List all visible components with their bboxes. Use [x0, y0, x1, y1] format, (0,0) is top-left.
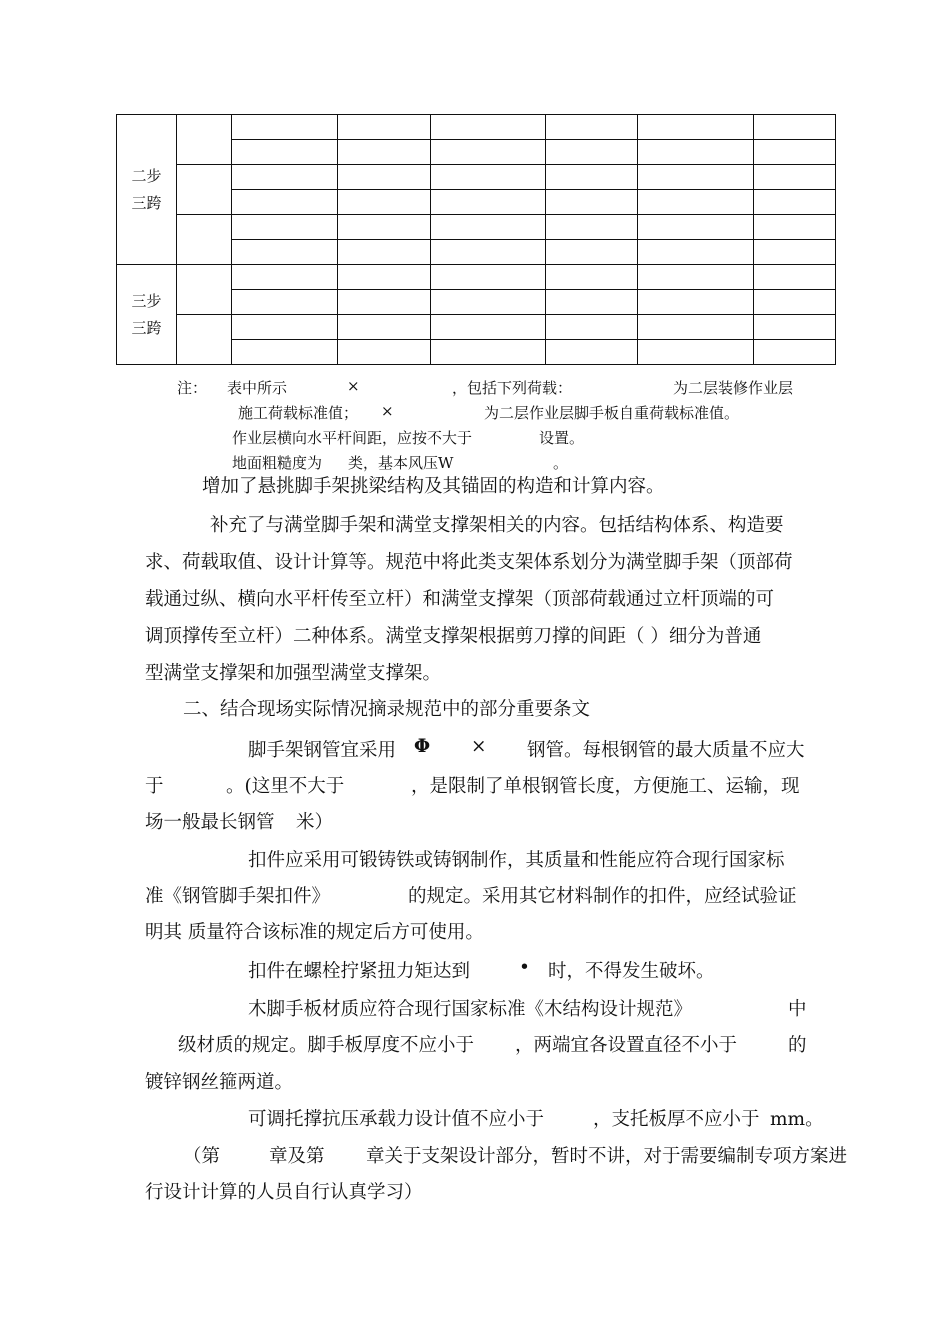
paragraph-line: 载通过纵、横向水平杆传至立杆）和满堂支撑架（顶部荷载通过立杆顶端的可: [145, 589, 775, 610]
table-cell: [232, 240, 338, 265]
table-cell: [431, 165, 546, 190]
paragraph-line: 木脚手板材质应符合现行国家标准《木结构设计规范》: [248, 999, 693, 1020]
paragraph-line: 扣件应采用可锻铸铁或铸钢制作，其质量和性能应符合现行国家标: [248, 850, 785, 871]
table-row: [117, 165, 836, 190]
table-cell: [754, 340, 836, 365]
paragraph-line: 于: [145, 776, 164, 797]
note-label: 注：: [177, 379, 208, 397]
load-table: [116, 114, 836, 365]
table-cell: [431, 140, 546, 165]
table-cell: [638, 140, 754, 165]
table-cell: [546, 165, 638, 190]
paragraph-line: 级材质的规定。脚手板厚度不应小于: [178, 1035, 475, 1056]
table-cell: [431, 115, 546, 140]
paragraph-line: 补充了与满堂脚手架和满堂支撑架相关的内容。包括结构体系、构造要: [210, 515, 784, 536]
table-cell: [431, 215, 546, 240]
note-text: 施工荷载标准值；: [238, 404, 359, 422]
table-row: [117, 315, 836, 340]
step-label-cell: [117, 115, 177, 265]
table-cell: [638, 215, 754, 240]
table-cell: [232, 315, 338, 340]
paragraph-line: 求、荷载取值、设计计算等。规范中将此类支架体系划分为满堂脚手架（顶部荷: [145, 552, 793, 573]
table-cell: [232, 290, 338, 315]
paragraph-line: 章关于支架设计部分，暂时不讲，对于需要编制专项方案进: [366, 1146, 848, 1167]
table-cell: [638, 240, 754, 265]
note-text: ×: [381, 402, 394, 420]
table-cell: [754, 140, 836, 165]
table-cell: [546, 340, 638, 365]
note-text: 设置。: [539, 429, 585, 447]
table-cell: [546, 140, 638, 165]
table-cell: [638, 190, 754, 215]
table-cell: [546, 240, 638, 265]
table-cell: [232, 265, 338, 290]
table-cell: [431, 290, 546, 315]
note-text: 作业层横向水平杆间距，应按不大于: [232, 429, 473, 447]
step-label-line1: 三步: [131, 291, 162, 310]
table-cell: [754, 115, 836, 140]
table-row: [117, 115, 836, 140]
note-text: 为二层装修作业层: [673, 379, 794, 397]
table-cell: [754, 165, 836, 190]
paragraph-line: 。(这里不大于: [226, 776, 345, 797]
table-row: [117, 265, 836, 290]
table-cell: [338, 265, 431, 290]
paragraph-line: 型满堂支撑架和加强型满堂支撑架。: [145, 663, 442, 684]
table-cell: [338, 290, 431, 315]
table-cell: [338, 190, 431, 215]
table-cell: [638, 265, 754, 290]
table-cell: [338, 215, 431, 240]
table-cell: [546, 290, 638, 315]
paragraph-line: （第: [183, 1146, 221, 1167]
table-cell: [232, 140, 338, 165]
table-cell: [431, 315, 546, 340]
paragraph-line: ×: [471, 736, 487, 757]
table-cell: [754, 190, 836, 215]
table-cell: [431, 265, 546, 290]
step-label-line2: 三跨: [131, 318, 162, 337]
table-cell: [338, 140, 431, 165]
paragraph-line: 准《钢管脚手架扣件》: [145, 886, 331, 907]
paragraph-line: 钢管。每根钢管的最大质量不应大: [527, 740, 805, 761]
table-cell: [638, 165, 754, 190]
table-cell: [754, 240, 836, 265]
paragraph-line: 场一般最长钢管: [145, 812, 275, 833]
table-cell: [232, 165, 338, 190]
table-cell: [546, 115, 638, 140]
paragraph-line: 米）: [296, 812, 334, 833]
step-label-cell: [117, 265, 177, 365]
note-text: 为二层作业层脚手板自重荷载标准值。: [484, 404, 740, 422]
table-cell: [177, 215, 232, 265]
paragraph-line: 明其 质量符合该标准的规定后方可使用。: [145, 922, 484, 943]
table-cell: [754, 315, 836, 340]
table-cell: [638, 290, 754, 315]
note-text: 。: [553, 454, 569, 472]
table-cell: [177, 165, 232, 215]
paragraph-line: 可调托撑抗压承载力设计值不应小于: [248, 1109, 545, 1130]
paragraph-line: 的规定。采用其它材料制作的扣件，应经试验证: [408, 886, 797, 907]
note-text: 类，基本风压W: [348, 454, 454, 472]
table-cell: [338, 165, 431, 190]
table-cell: [754, 265, 836, 290]
table-cell: [431, 340, 546, 365]
table-cell: [546, 265, 638, 290]
paragraph-line: 时，不得发生破坏。: [548, 961, 715, 982]
table-cell: [431, 190, 546, 215]
table-cell: [232, 115, 338, 140]
table-cell: [754, 290, 836, 315]
paragraph-line: 行设计计算的人员自行认真学习）: [145, 1182, 423, 1203]
step-label-line2: 三跨: [131, 193, 162, 212]
note-text: ×: [347, 377, 360, 395]
table-cell: [232, 340, 338, 365]
table-row: [117, 215, 836, 240]
table-cell: [638, 315, 754, 340]
paragraph-line: •: [519, 957, 530, 978]
phi-symbol: Φ: [414, 736, 431, 757]
table-cell: [546, 190, 638, 215]
table-cell: [431, 240, 546, 265]
paragraph-line: 增加了悬挑脚手架挑梁结构及其锚固的构造和计算内容。: [202, 476, 665, 497]
paragraph-line: 镀锌钢丝箍两道。: [145, 1072, 294, 1093]
paragraph-line: ，两端宜各设置直径不小于: [515, 1035, 738, 1056]
table-cell: [338, 315, 431, 340]
table-cell: [754, 215, 836, 240]
section-heading: 二、结合现场实际情况摘录规范中的部分重要条文: [183, 699, 591, 720]
table-cell: [232, 190, 338, 215]
note-text: ，包括下列荷载：: [452, 379, 573, 397]
table-cell: [338, 240, 431, 265]
note-text: 表中所示: [227, 379, 288, 397]
paragraph-line: mm。: [770, 1109, 824, 1130]
table-cell: [177, 265, 232, 315]
step-label-line1: 二步: [131, 166, 162, 185]
table-cell: [177, 115, 232, 165]
table-cell: [546, 215, 638, 240]
table-cell: [232, 215, 338, 240]
table-cell: [338, 340, 431, 365]
paragraph-line: 扣件在螺栓拧紧扭力矩达到: [248, 961, 471, 982]
paragraph-line: 中: [788, 999, 807, 1020]
paragraph-line: ，支托板厚不应小于: [593, 1109, 760, 1130]
paragraph-line: 脚手架钢管宜采用: [248, 740, 397, 761]
paragraph-line: 调顶撑传至立杆）二种体系。满堂支撑架根据剪刀撑的间距（ ）细分为普通: [145, 626, 762, 647]
table-cell: [638, 115, 754, 140]
paragraph-line: ，是限制了单根钢管长度，方便施工、运输，现: [411, 776, 800, 797]
table-cell: [546, 315, 638, 340]
table-cell: [177, 315, 232, 365]
paragraph-line: 章及第: [269, 1146, 325, 1167]
table-cell: [638, 340, 754, 365]
table-cell: [338, 115, 431, 140]
note-text: 地面粗糙度为: [232, 454, 323, 472]
paragraph-line: 的: [788, 1035, 807, 1056]
